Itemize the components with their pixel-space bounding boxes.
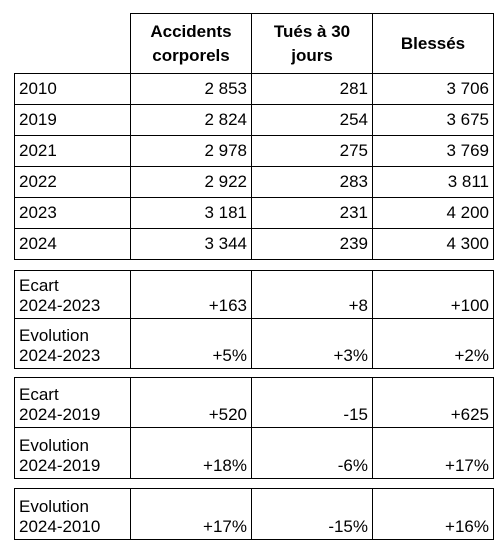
row-label-line1: Evolution xyxy=(19,497,89,516)
stats-table-2024-2019 xyxy=(14,377,494,479)
cell-accidents: +17% xyxy=(131,489,252,540)
cell-accidents: 3 181 xyxy=(131,198,252,229)
cell-accidents: +163 xyxy=(131,271,252,319)
cell-tues: 281 xyxy=(252,74,373,105)
cell-blesses: 4 200 xyxy=(373,198,494,229)
cell-accidents: +5% xyxy=(131,319,252,369)
header-corner xyxy=(15,14,131,74)
row-label-line1: Ecart xyxy=(19,276,59,295)
table-row xyxy=(15,74,494,105)
cell-accidents: 2 978 xyxy=(131,136,252,167)
row-label-line1: Ecart xyxy=(19,385,59,404)
cell-blesses: +16% xyxy=(373,489,494,540)
row-label: 2023 xyxy=(15,198,131,229)
row-label-line1: Evolution xyxy=(19,436,89,455)
row-label-line2: 2024-2019 xyxy=(19,405,101,424)
row-label-line1: Evolution xyxy=(19,326,89,345)
header-accidents: Accidents corporels xyxy=(131,14,252,74)
cell-tues: +8 xyxy=(252,271,373,319)
row-label xyxy=(15,489,131,540)
table-row xyxy=(15,167,494,198)
cell-tues: -6% xyxy=(252,428,373,479)
cell-tues: 283 xyxy=(252,167,373,198)
row-label: 2022 xyxy=(15,167,131,198)
header-blesses: Blessés xyxy=(373,14,494,74)
stats-table-2024-2010 xyxy=(14,488,494,540)
cell-accidents: 2 824 xyxy=(131,105,252,136)
row-label: 2019 xyxy=(15,105,131,136)
cell-accidents: 3 344 xyxy=(131,229,252,260)
cell-accidents: +18% xyxy=(131,428,252,479)
row-label xyxy=(15,428,131,479)
cell-blesses: +2% xyxy=(373,319,494,369)
cell-tues: +3% xyxy=(252,319,373,369)
table-row xyxy=(15,229,494,260)
cell-tues: 231 xyxy=(252,198,373,229)
cell-blesses: +100 xyxy=(373,271,494,319)
cell-blesses: +17% xyxy=(373,428,494,479)
cell-accidents: 2 922 xyxy=(131,167,252,198)
row-label-line2: 2024-2023 xyxy=(19,296,101,315)
cell-blesses: 4 300 xyxy=(373,229,494,260)
table-row xyxy=(15,105,494,136)
table-row xyxy=(15,198,494,229)
row-label xyxy=(15,378,131,428)
stats-table-years xyxy=(14,13,494,260)
cell-tues: -15% xyxy=(252,489,373,540)
cell-blesses: +625 xyxy=(373,378,494,428)
row-label-line2: 2024-2010 xyxy=(19,517,101,536)
cell-accidents: 2 853 xyxy=(131,74,252,105)
table-row xyxy=(15,136,494,167)
table-row xyxy=(15,378,494,428)
row-label: 2010 xyxy=(15,74,131,105)
row-label: 2021 xyxy=(15,136,131,167)
row-label: 2024 xyxy=(15,229,131,260)
cell-blesses: 3 675 xyxy=(373,105,494,136)
cell-tues: 275 xyxy=(252,136,373,167)
table-row xyxy=(15,489,494,540)
stats-table-2024-2023 xyxy=(14,270,494,369)
cell-blesses: 3 811 xyxy=(373,167,494,198)
row-label-line2: 2024-2023 xyxy=(19,346,101,365)
cell-tues: -15 xyxy=(252,378,373,428)
cell-tues: 254 xyxy=(252,105,373,136)
row-label-line2: 2024-2019 xyxy=(19,456,101,475)
header-row xyxy=(15,14,494,74)
row-label xyxy=(15,319,131,369)
cell-accidents: +520 xyxy=(131,378,252,428)
row-label xyxy=(15,271,131,319)
cell-blesses: 3 706 xyxy=(373,74,494,105)
table-row xyxy=(15,319,494,369)
table-row xyxy=(15,271,494,319)
cell-tues: 239 xyxy=(252,229,373,260)
table-row xyxy=(15,428,494,479)
header-tues: Tués à 30 jours xyxy=(252,14,373,74)
cell-blesses: 3 769 xyxy=(373,136,494,167)
